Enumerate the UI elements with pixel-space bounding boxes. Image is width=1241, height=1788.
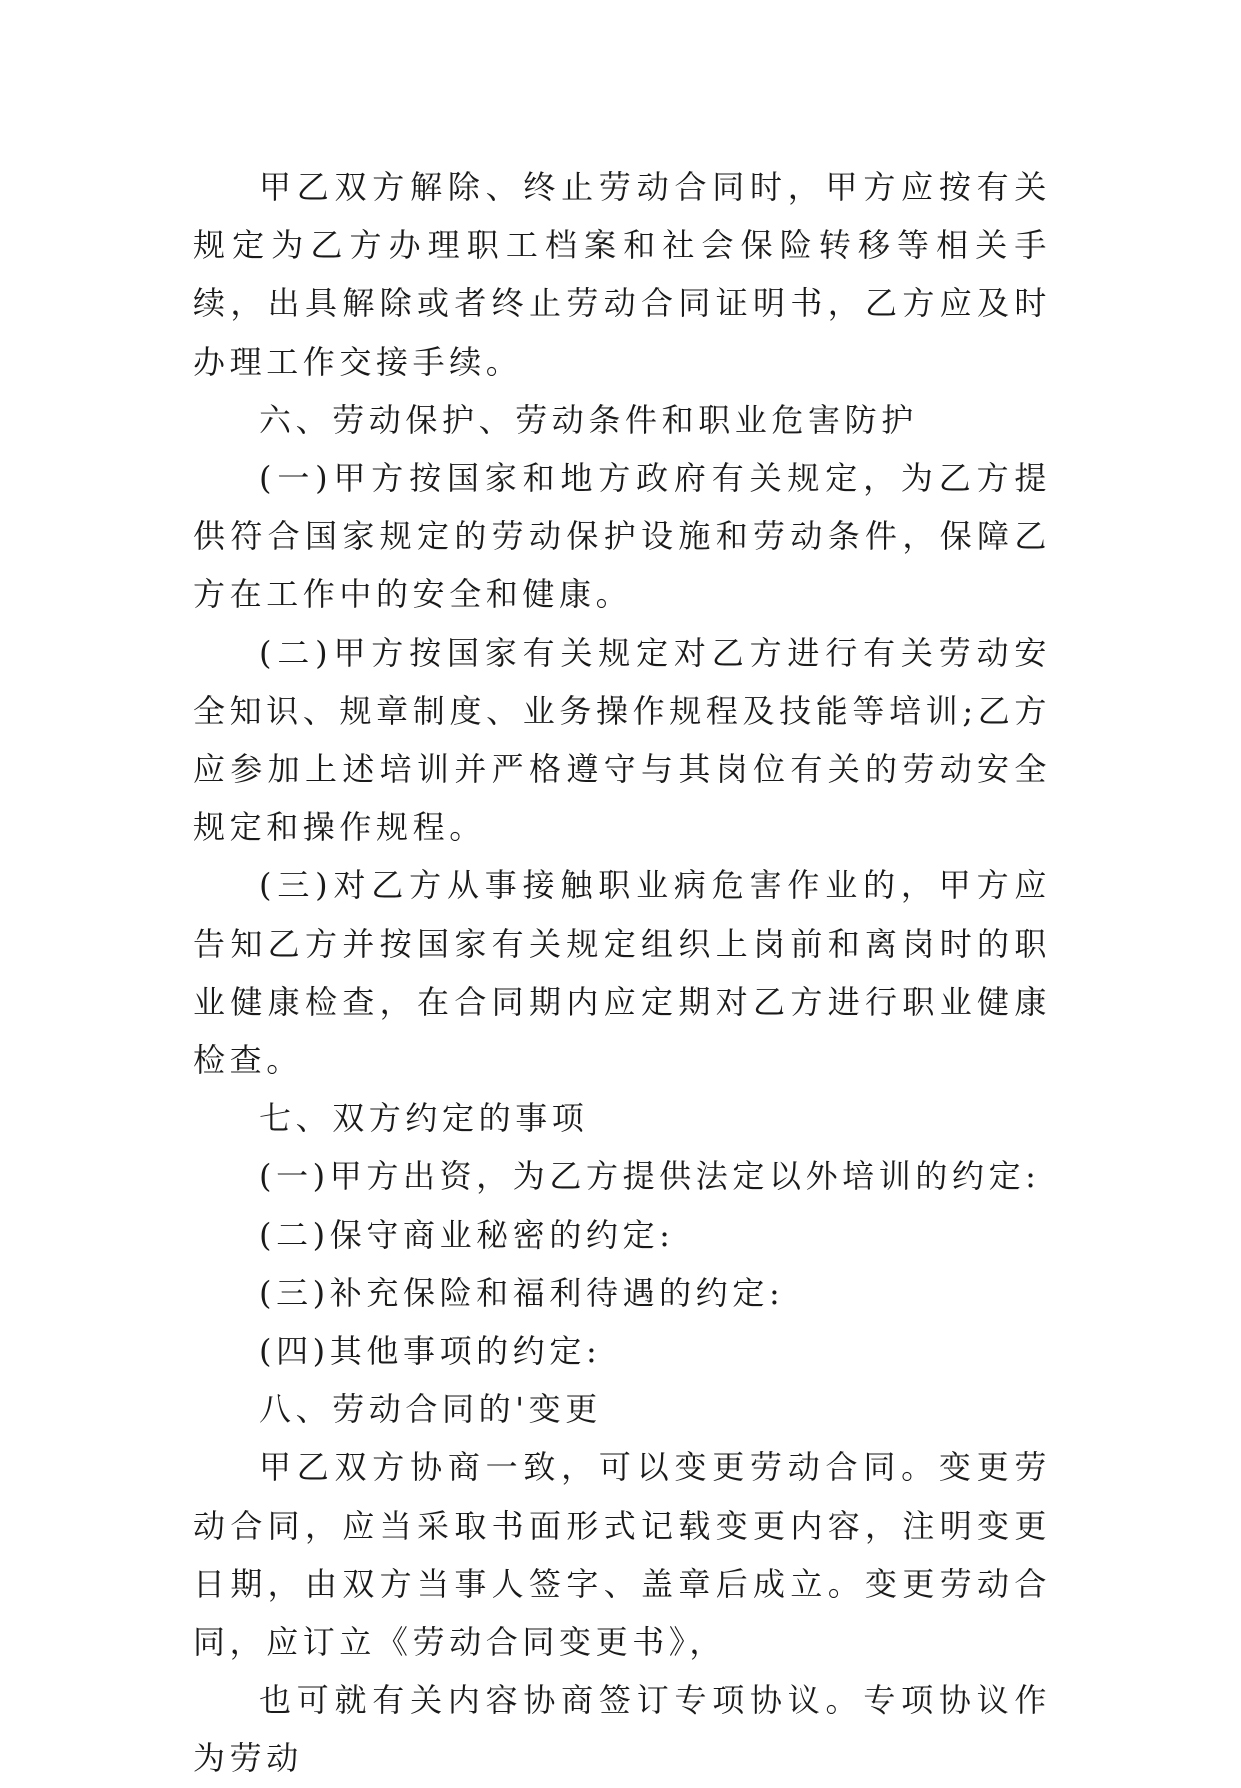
document-body <box>193 158 1051 1788</box>
section-heading-labor-protection: 六、劳动保护、劳动条件和职业危害防护 <box>259 400 918 439</box>
paragraph-agreed-item-1: (一)甲方出资，为乙方提供法定以外培训的约定: <box>259 1157 1041 1196</box>
paragraph-protection-item-1: (一)甲方按国家和地方政府有关规定，为乙方提供符合国家规定的劳动保护设施和劳动条件，保障乙方在工作中的安全和健康。 <box>193 459 1051 614</box>
paragraph-agreed-item-4: (四)其他事项的约定: <box>259 1332 602 1371</box>
section-heading-agreed-matters: 七、双方约定的事项 <box>259 1099 589 1138</box>
paragraph-change-procedure: 甲乙双方协商一致，可以变更劳动合同。变更劳动合同，应当采取书面形式记载变更内容，注明变更日期，由双方当事人签字、盖章后成立。变更劳动合同，应订立《劳动合同变更书》， <box>193 1448 1051 1662</box>
paragraph-agreed-item-2: (二)保守商业秘密的约定: <box>259 1215 675 1254</box>
section-heading-contract-change: 八、劳动合同的'变更 <box>259 1390 602 1429</box>
paragraph-special-agreement: 也可就有关内容协商签订专项协议。专项协议作为劳动 <box>193 1681 1051 1778</box>
paragraph-protection-item-2: (二)甲方按国家有关规定对乙方进行有关劳动安全知识、规章制度、业务操作规程及技能等培训;乙方应参加上述培训并严格遵守与其岗位有关的劳动安全规定和操作规程。 <box>193 633 1051 847</box>
paragraph-termination-procedures: 甲乙双方解除、终止劳动合同时，甲方应按有关规定为乙方办理职工档案和社会保险转移等相关手续，出具解除或者终止劳动合同证明书，乙方应及时办理工作交接手续。 <box>193 168 1051 381</box>
paragraph-protection-item-3: (三)对乙方从事接触职业病危害作业的，甲方应告知乙方并按国家有关规定组织上岗前和离岗时的职业健康检查，在合同期内应定期对乙方进行职业健康检查。 <box>193 866 1051 1080</box>
paragraph-agreed-item-3: (三)补充保险和福利待遇的约定: <box>259 1273 785 1312</box>
